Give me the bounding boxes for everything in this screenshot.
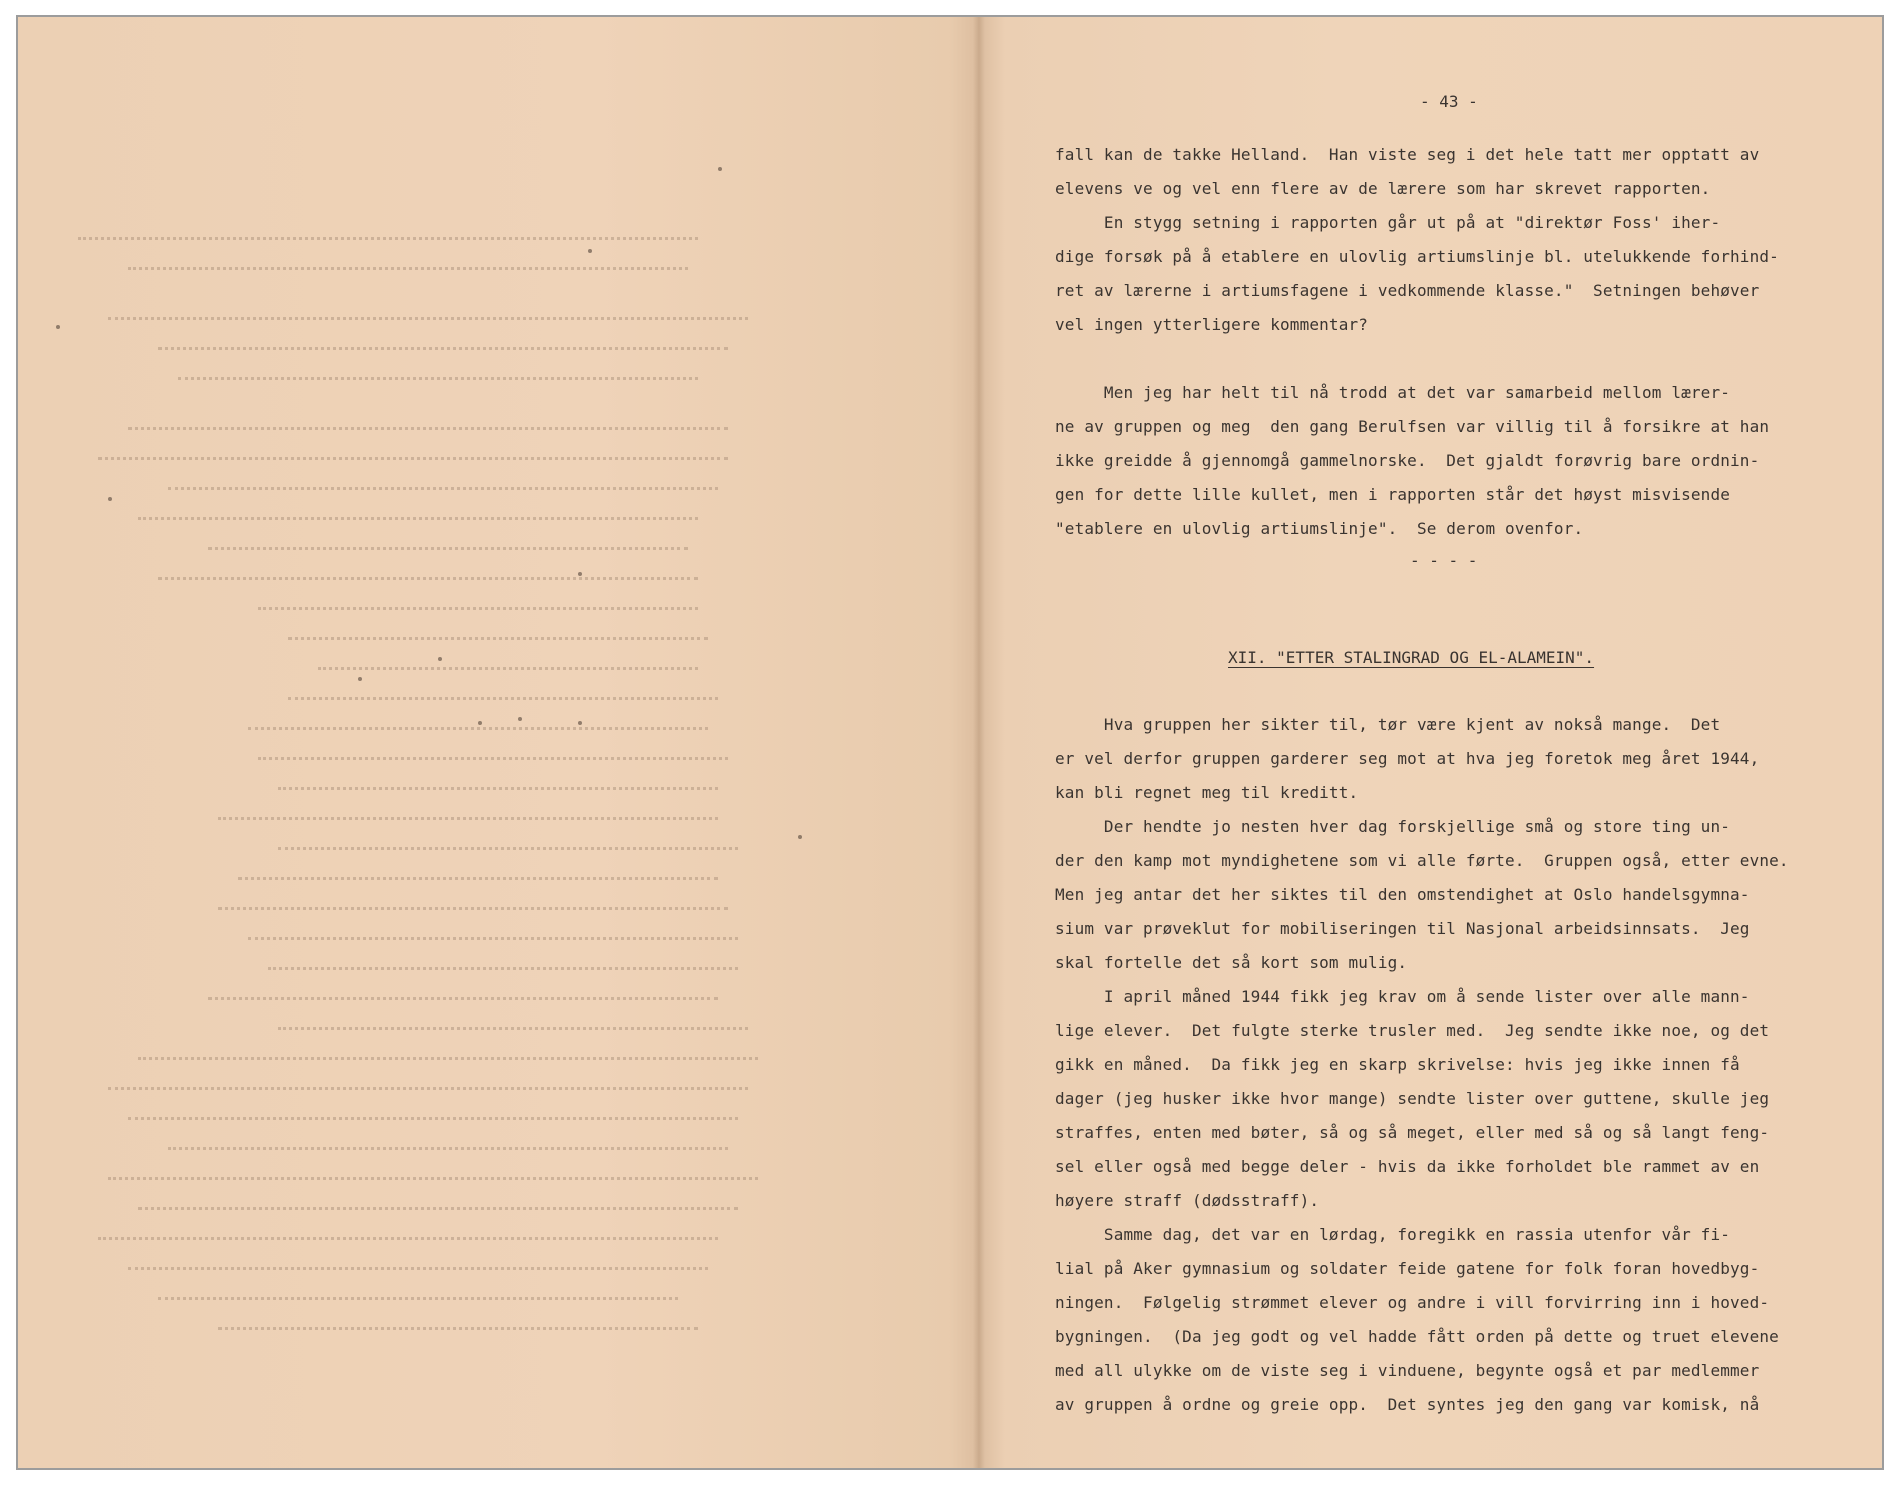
text-line: ningen. Følgelig strømmet elever og andre i vill forvirring inn i hoved-	[1055, 1293, 1770, 1312]
section-separator: - - - -	[1410, 551, 1478, 570]
text-line: ikke greidde å gjennomgå gammelnorske. Det gjaldt forøvrig bare ordnin-	[1055, 451, 1760, 470]
text-line: ret av lærerne i artiumsfagene i vedkommende klasse." Setningen behøver	[1055, 281, 1760, 300]
text-line: der den kamp mot myndighetene som vi alle førte. Gruppen også, etter evne.	[1055, 851, 1789, 870]
text-line: fall kan de takke Helland. Han viste seg i det hele tatt mer opptatt av	[1055, 145, 1760, 164]
text-line: Men jeg har helt til nå trodd at det var samarbeid mellom lærer-	[1055, 383, 1731, 402]
text-line: av gruppen å ordne og greie opp. Det syntes jeg den gang var komisk, nå	[1055, 1395, 1760, 1414]
text-line: straffes, enten med bøter, så og så meget, eller med så og så langt feng-	[1055, 1123, 1770, 1142]
text-line: sel eller også med begge deler - hvis da ikke forholdet ble rammet av en	[1055, 1157, 1760, 1176]
text-line: elevens ve og vel enn flere av de lærere som har skrevet rapporten.	[1055, 179, 1711, 198]
text-line: "etablere en ulovlig artiumslinje". Se derom ovenfor.	[1055, 519, 1584, 538]
text-line: bygningen. (Da jeg godt og vel hadde fått orden på dette og truet elevene	[1055, 1327, 1779, 1346]
text-line: gikk en måned. Da fikk jeg en skarp skrivelse: hvis jeg ikke innen få	[1055, 1055, 1740, 1074]
text-line: lige elever. Det fulgte sterke trusler med. Jeg sendte ikke noe, og det	[1055, 1021, 1770, 1040]
left-page-bleed-through	[18, 17, 978, 1468]
text-line: Hva gruppen her sikter til, tør være kjent av nokså mange. Det	[1055, 715, 1721, 734]
text-line: ne av gruppen og meg den gang Berulfsen var villig til å forsikre at han	[1055, 417, 1770, 436]
text-line: er vel derfor gruppen garderer seg mot at hva jeg foretok meg året 1944,	[1055, 749, 1760, 768]
text-line: I april måned 1944 fikk jeg krav om å sende lister over alle mann-	[1055, 987, 1750, 1006]
chapter-heading: XII. "ETTER STALINGRAD OG EL-ALAMEIN".	[1228, 648, 1595, 667]
text-line: med all ulykke om de viste seg i vinduene, begynte også et par medlemmer	[1055, 1361, 1760, 1380]
text-line: sium var prøveklut for mobiliseringen til Nasjonal arbeidsinnsats. Jeg	[1055, 919, 1750, 938]
text-line: Men jeg antar det her siktes til den omstendighet at Oslo handelsgymna-	[1055, 885, 1750, 904]
text-line: gen for dette lille kullet, men i rapporten står det høyst misvisende	[1055, 485, 1731, 504]
text-line: høyere straff (dødsstraff).	[1055, 1191, 1320, 1210]
text-line: vel ingen ytterligere kommentar?	[1055, 315, 1369, 334]
text-line: En stygg setning i rapporten går ut på at "direktør Foss' iher-	[1055, 213, 1721, 232]
page-number: - 43 -	[1420, 92, 1478, 111]
text-line: Der hendte jo nesten hver dag forskjellige små og store ting un-	[1055, 817, 1731, 836]
text-line: lial på Aker gymnasium og soldater feide gatene for folk foran hovedbyg-	[1055, 1259, 1760, 1278]
text-line: Samme dag, det var en lørdag, foregikk en rassia utenfor vår fi-	[1055, 1225, 1731, 1244]
text-line: kan bli regnet meg til kreditt.	[1055, 783, 1359, 802]
text-line: skal fortelle det så kort som mulig.	[1055, 953, 1408, 972]
text-line: dager (jeg husker ikke hvor mange) sendte lister over guttene, skulle jeg	[1055, 1089, 1770, 1108]
text-line: dige forsøk på å etablere en ulovlig artiumslinje bl. utelukkende forhind-	[1055, 247, 1779, 266]
